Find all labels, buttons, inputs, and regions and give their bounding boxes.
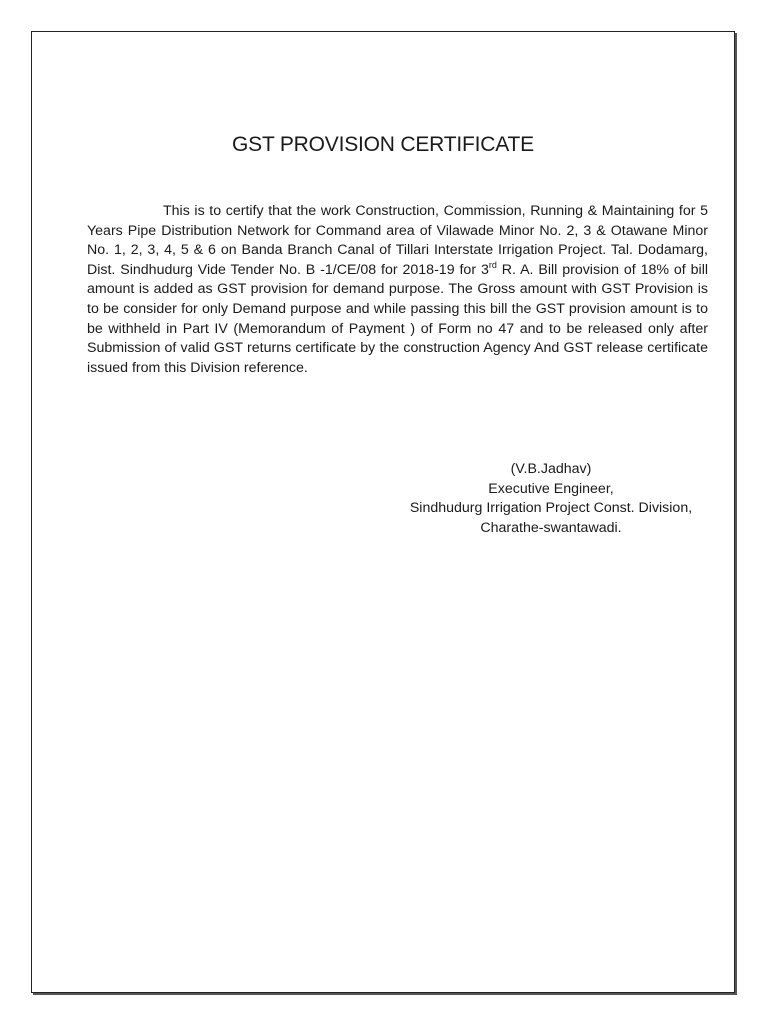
certificate-body: [87, 202, 708, 378]
document-title: GST PROVISION CERTIFICATE: [232, 133, 534, 156]
signatory-office: Sindhudurg Irrigation Project Const. Division,: [409, 500, 693, 517]
signatory-name: (V.B.Jadhav): [510, 461, 592, 477]
ordinal-suffix: rd: [488, 259, 497, 270]
signature-block: [396, 460, 706, 538]
signatory-designation: Executive Engineer,: [488, 480, 614, 497]
certificate-body-part-2: R. A. Bill provision of 18% of bill amount is added as GST provision for demand purpose. The Gross amount with GST Provision is to be consider for only Demand purpose and while passing this bill the GST provision amount is to be withheld in Part IV (Memorandum of Payment ) of Form no 47 and to be released only after Submission of valid GST returns certificate by the construction Agency And GST release certificate issued from this Division reference.: [87, 261, 708, 376]
signatory-location: Charathe-swantawadi.: [480, 519, 622, 536]
certificate-body-part-1: This is to certify that the work Construction, Commission, Running & Maintaining for 5 Years Pipe Distribution Network for Command area of Vilawade Minor No. 2, 3 & Otawane Minor No. 1, 2, 3, 4, 5 & 6 on Banda Branch Canal of Tillari Interstate Irrigation Project. Tal. Dodamarg, Dist. Sindhudurg Vide Tender No. B -1/CE/08 for 2018-19 for 3: [87, 203, 708, 278]
